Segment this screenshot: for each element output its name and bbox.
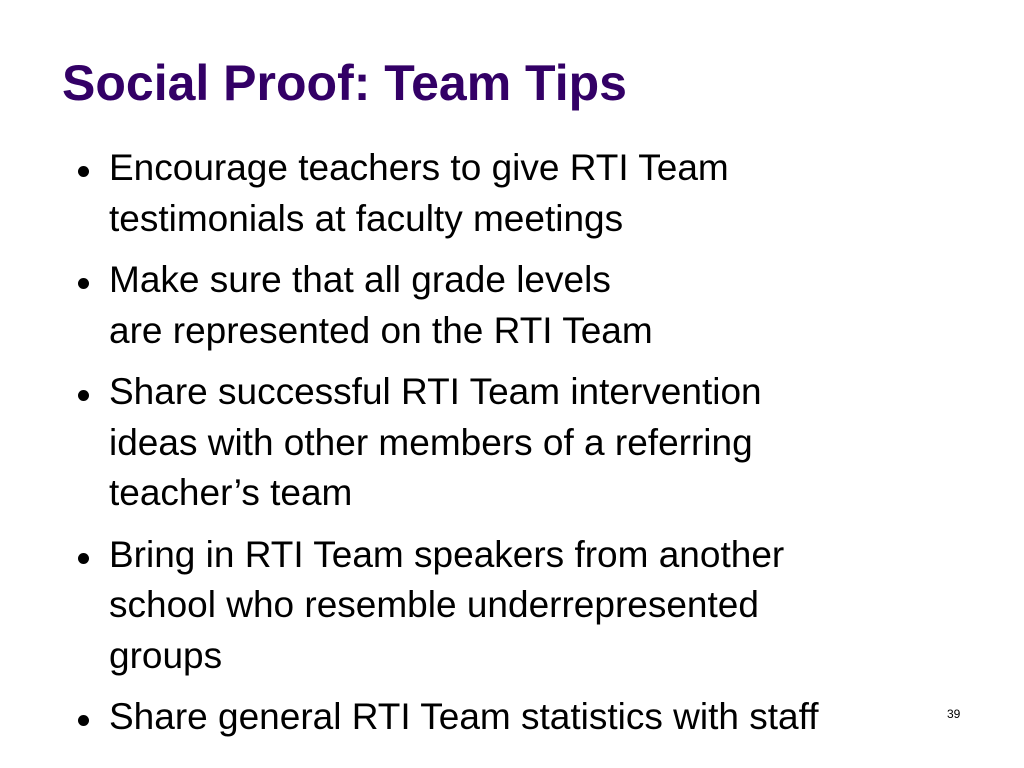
bullet-line: Bring in RTI Team speakers from another xyxy=(109,533,785,575)
bullet-dot-icon xyxy=(78,715,89,726)
bullet-list xyxy=(72,143,952,754)
bullet-line: Share successful RTI Team intervention xyxy=(109,371,762,412)
bullet-item xyxy=(72,255,952,356)
bullet-item xyxy=(72,143,952,244)
bullet-line: testimonials at faculty meetings xyxy=(109,197,624,239)
bullet-dot-icon xyxy=(78,166,89,177)
bullet-text xyxy=(109,692,952,743)
bullet-dot-icon xyxy=(78,278,89,289)
bullet-line: school who resemble underrepresented xyxy=(109,584,759,625)
bullet-text xyxy=(109,255,952,356)
bullet-item xyxy=(72,530,952,682)
bullet-line: teacher’s team xyxy=(109,472,353,513)
bullet-line: Make sure that all grade levels xyxy=(109,259,611,300)
bullet-dot-icon xyxy=(78,390,89,401)
bullet-line: are represented on the RTI Team xyxy=(109,309,653,351)
bullet-dot-icon xyxy=(78,553,89,564)
page-number: 39 xyxy=(947,707,961,721)
bullet-text xyxy=(109,530,952,682)
bullet-item xyxy=(72,367,952,519)
bullet-text xyxy=(109,143,952,244)
bullet-line: ideas with other members of a referring xyxy=(109,421,753,463)
bullet-line: Share general RTI Team statistics with staff xyxy=(109,696,819,737)
bullet-text xyxy=(109,367,952,519)
bullet-line: groups xyxy=(109,634,223,676)
bullet-item xyxy=(72,692,952,743)
bullet-line: Encourage teachers to give RTI Team xyxy=(109,147,729,188)
slide-title: Social Proof: Team Tips xyxy=(62,55,627,111)
